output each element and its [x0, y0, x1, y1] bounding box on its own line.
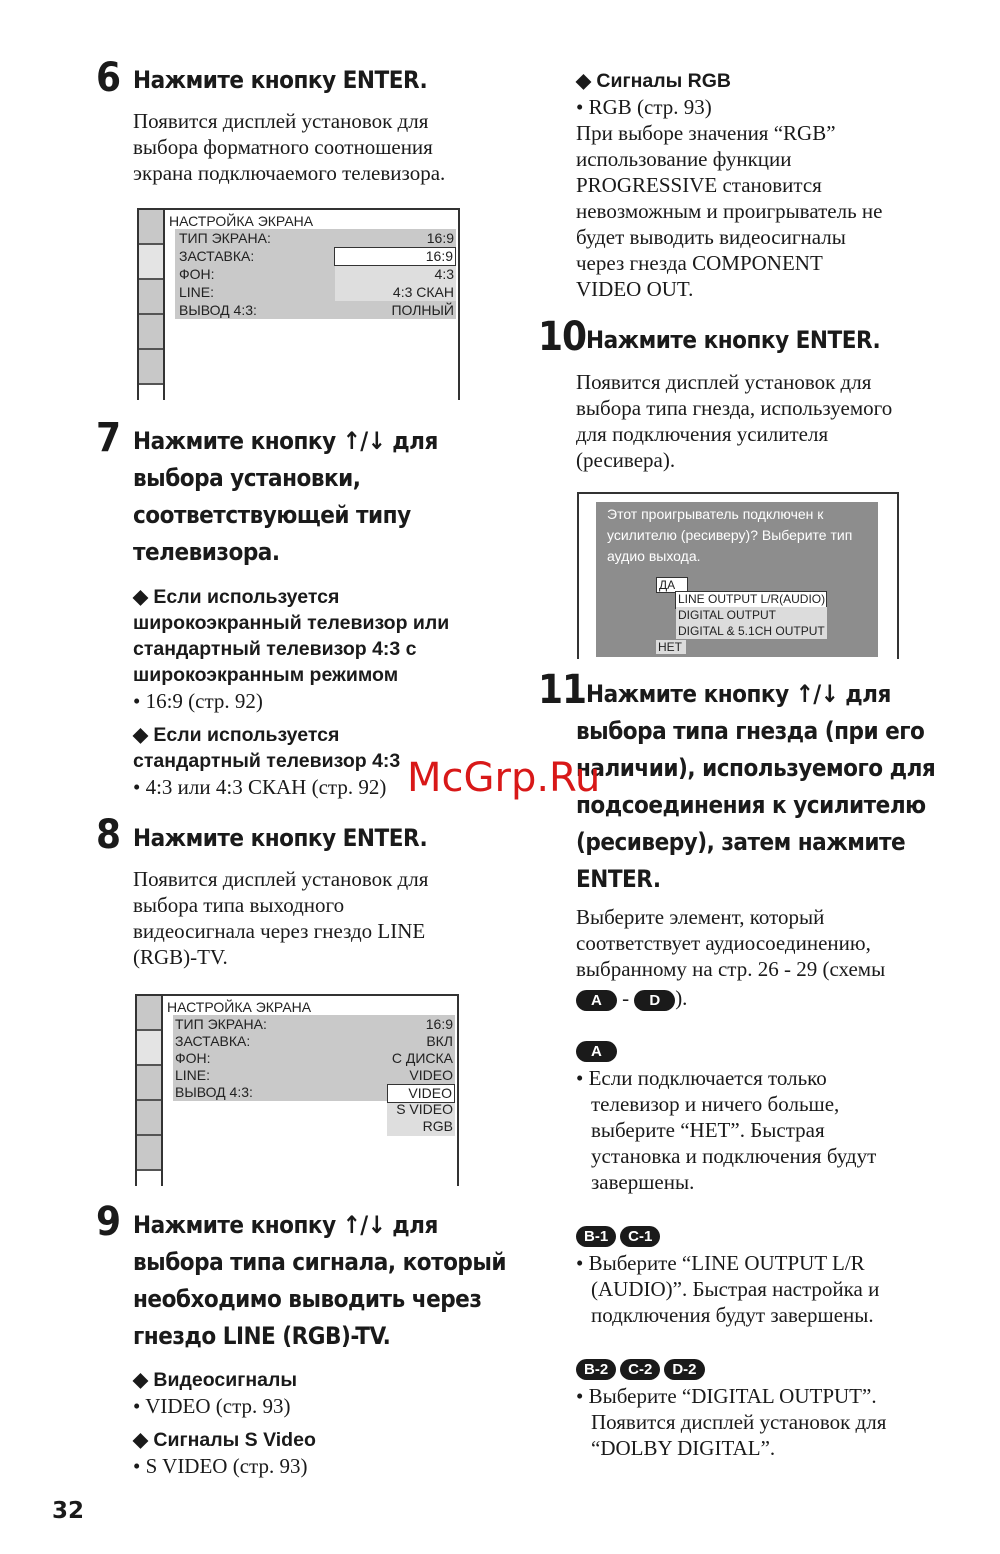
text-line: подключения будут завершены.: [591, 1303, 874, 1327]
menu-value: VIDEO: [409, 1067, 453, 1083]
rgb-subheading: ◆ Сигналы RGB: [576, 70, 732, 92]
badge-c1: C-1: [620, 1226, 660, 1247]
text-line: для подключения усилителя: [576, 422, 829, 446]
menu-value: ПОЛНЫЙ: [391, 302, 454, 318]
menu-option: S VIDEO: [396, 1101, 453, 1117]
step-9-sub-video: ◆ Видеосигналы: [133, 1369, 297, 1391]
menu-value: ВКЛ: [426, 1033, 453, 1049]
menu-value: С ДИСКА: [391, 1050, 453, 1066]
section-b2-badge-row: [576, 1359, 705, 1380]
heading-line: наличии), используемого для: [576, 754, 936, 782]
step-7-bullet-2: • 4:3 или 4:3 СКАН (стр. 92): [133, 775, 387, 799]
section-b1-badge-row: [576, 1226, 660, 1247]
range-close: ).: [675, 986, 688, 1010]
dialog-line: усилителю (ресиверу)? Выберите тип: [607, 527, 853, 543]
text-line: выбранному на стр. 26 - 29 (схемы: [576, 957, 886, 981]
menu-label: ЗАСТАВКА:: [175, 1033, 251, 1049]
dialog-line: аудио выхода.: [607, 548, 701, 564]
heading-line: гнездо LINE (RGB)-TV.: [133, 1322, 391, 1350]
section-a-text: [576, 1065, 876, 1195]
text-line: завершены.: [591, 1170, 695, 1194]
menu-option: 4:3 СКАН: [392, 284, 454, 300]
section-b1-text: [576, 1250, 879, 1328]
badge-b1: B-1: [576, 1226, 616, 1247]
menu-value: 16:9: [426, 230, 454, 246]
watermark: McGrp.Ru: [407, 755, 601, 801]
text-line: выбора форматного соотношения: [133, 135, 433, 159]
text-line: (AUDIO)”. Быстрая настройка и: [591, 1277, 880, 1301]
step-6-heading: Нажмите кнопку ENTER.: [133, 66, 428, 94]
menu-value: 16:9: [425, 1016, 453, 1032]
heading-line: выбора установки,: [133, 464, 361, 492]
step-7-sub-widescreen: [133, 584, 449, 688]
subheading-line: ◆ Если используется: [133, 724, 340, 746]
step-9-heading: [133, 1207, 506, 1355]
subheading-line: стандартный телевизор 4:3: [133, 750, 401, 772]
option-yes-selected: ДА: [656, 577, 688, 593]
text-line: (RGB)-TV.: [133, 945, 228, 969]
step-8-heading: Нажмите кнопку ENTER.: [133, 824, 428, 852]
text-line: “DOLBY DIGITAL”.: [591, 1436, 776, 1460]
subheading-line: широкоэкранным режимом: [133, 664, 399, 686]
step-10-number: 10: [538, 314, 587, 360]
step-10-heading: Нажмите кнопку ENTER.: [586, 326, 881, 354]
menu-label: LINE:: [175, 1067, 211, 1083]
menu-label: ВЫВОД 4:3:: [179, 302, 257, 318]
text-line: VIDEO OUT.: [576, 277, 694, 301]
heading-line: Нажмите кнопку ↑/↓ для: [133, 1211, 438, 1239]
badge-c2: C-2: [620, 1359, 660, 1380]
heading-line: телевизора.: [133, 538, 280, 566]
step-8-number: 8: [96, 812, 121, 858]
subheading-line: стандартный телевизор 4:3 с: [133, 638, 417, 660]
text-line: Появится дисплей установок для: [576, 370, 872, 394]
step-7-bullet-1: • 16:9 (стр. 92): [133, 689, 263, 713]
range-dash: -: [622, 986, 630, 1010]
option-line-output: LINE OUTPUT L/R(AUDIO): [675, 591, 827, 609]
badge-b2: B-2: [576, 1359, 616, 1380]
option-digital-51ch: DIGITAL & 5.1CH OUTPUT: [676, 623, 827, 639]
text-line: через гнезда COMPONENT: [576, 251, 823, 275]
screen-title: НАСТРОЙКА ЭКРАНА: [167, 999, 312, 1015]
text-line: видеосигнала через гнездо LINE: [133, 919, 426, 943]
text-line: При выборе значения “RGB”: [576, 121, 836, 145]
step-11-heading: [576, 713, 935, 898]
menu-label: ФОН:: [179, 266, 215, 282]
text-line: выбора типа выходного: [133, 893, 345, 917]
heading-line: (ресиверу), затем нажмите: [576, 828, 906, 856]
heading-line: Нажмите кнопку ↑/↓ для: [133, 427, 438, 455]
page-number: 32: [52, 1498, 85, 1524]
text-line: • Выберите “LINE OUTPUT L/R: [576, 1251, 865, 1275]
step-7-heading: [133, 423, 438, 571]
step-9-sub-svideo: ◆ Сигналы S Video: [133, 1429, 316, 1451]
text-line: Появится дисплей установок для: [591, 1410, 887, 1434]
heading-line: выбора типа сигнала, который: [133, 1248, 507, 1276]
step-11-heading-first: Нажмите кнопку ↑/↓ для: [586, 680, 891, 708]
schema-range-line: [576, 985, 885, 1011]
step-7-sub-standard: [133, 722, 400, 774]
step-11-number: 11: [538, 667, 587, 713]
menu-label: ФОН:: [175, 1050, 211, 1066]
rgb-bullet: • RGB (стр. 93): [576, 95, 712, 119]
text-line: установка и подключения будут: [591, 1144, 877, 1168]
text-line: экрана подключаемого телевизора.: [133, 161, 446, 185]
step-6-body: [133, 108, 445, 186]
screen-side-tabs: [137, 996, 163, 1186]
menu-option-selected: 16:9: [334, 247, 456, 266]
subheading-line: широкоэкранный телевизор или: [133, 612, 450, 634]
step-6-number: 6: [96, 55, 121, 101]
text-line: (ресивера).: [576, 448, 676, 472]
subheading-line: ◆ Если используется: [133, 586, 340, 608]
menu-option: RGB: [422, 1118, 453, 1134]
menu-option-selected: VIDEO: [387, 1084, 455, 1103]
heading-line: соответствующей типу: [133, 501, 411, 529]
text-line: соответствует аудиосоединению,: [576, 931, 871, 955]
badge-d: D: [634, 990, 675, 1011]
badge-d2: D-2: [664, 1359, 704, 1380]
option-no: НЕТ: [656, 640, 686, 654]
text-line: • Если подключается только: [576, 1066, 827, 1090]
step-9-bullet-video: • VIDEO (стр. 93): [133, 1394, 291, 1418]
rgb-body: [576, 120, 882, 302]
section-b2-text: [576, 1383, 886, 1461]
text-line: PROGRESSIVE становится: [576, 173, 822, 197]
text-line: использование функции: [576, 147, 792, 171]
option-digital-output: DIGITAL OUTPUT: [676, 607, 827, 623]
menu-label: ВЫВОД 4:3:: [175, 1084, 253, 1100]
menu-label: LINE:: [179, 284, 215, 300]
text-line: Появится дисплей установок для: [133, 867, 429, 891]
step-11-body: [576, 904, 885, 1011]
screen-setup-display-1: [137, 208, 460, 400]
step-9-number: 9: [96, 1199, 121, 1245]
menu-option: 4:3: [434, 266, 454, 282]
text-line: Появится дисплей установок для: [133, 109, 429, 133]
step-9-bullet-svideo: • S VIDEO (стр. 93): [133, 1454, 308, 1478]
screen-setup-display-2: [135, 994, 459, 1186]
text-line: выберите “НЕТ”. Быстрая: [591, 1118, 825, 1142]
menu-label: ТИП ЭКРАНА:: [175, 1016, 267, 1032]
menu-label: ЗАСТАВКА:: [179, 248, 255, 264]
dialog-line: Этот проигрыватель подключен к: [607, 506, 824, 522]
step-10-body: [576, 369, 892, 473]
step-7-number: 7: [96, 415, 121, 461]
text-line: выбора типа гнезда, используемого: [576, 396, 893, 420]
text-line: Выберите элемент, который: [576, 905, 825, 929]
screen-audio-setup: [577, 492, 899, 659]
menu-label: ТИП ЭКРАНА:: [179, 230, 271, 246]
screen-side-tabs: [139, 210, 165, 400]
badge-a: A: [576, 1041, 617, 1062]
badge-a: A: [576, 990, 617, 1011]
text-line: будет выводить видеосигналы: [576, 225, 846, 249]
heading-line: подсоединения к усилителю: [576, 791, 926, 819]
step-8-body: [133, 866, 428, 970]
screen-dialog-text: [607, 504, 852, 567]
text-line: телевизор и ничего больше,: [591, 1092, 840, 1116]
screen-title: НАСТРОЙКА ЭКРАНА: [169, 213, 314, 229]
heading-line: необходимо выводить через: [133, 1285, 482, 1313]
section-a-badge-row: [576, 1041, 617, 1062]
heading-line: выбора типа гнезда (при его: [576, 717, 925, 745]
heading-line: ENTER.: [576, 865, 661, 893]
text-line: • Выберите “DIGITAL OUTPUT”.: [576, 1384, 877, 1408]
text-line: невозможным и проигрыватель не: [576, 199, 883, 223]
